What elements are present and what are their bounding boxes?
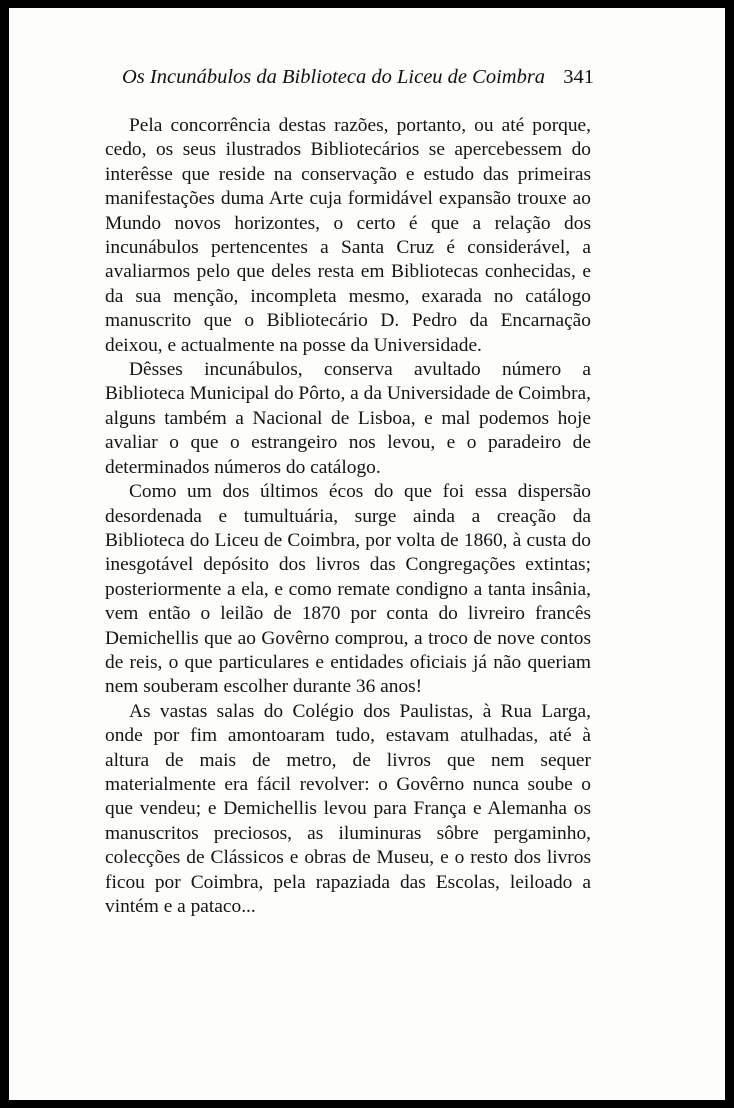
paragraph: Como um dos últimos écos do que foi essa dispersão desordenada e tumultuária, surge ainda a creação da Biblioteca do Liceu de Coimbra, por volta de 1860, à custa do inesgotável depósito dos livros das Congregações extintas; posteriormente a ela, e como remate condigno a tanta insânia, vem então o leilão de 1870 por conta do livreiro francês Demichellis que ao Govêrno comprou, a troco de nove contos de reis, o que particulares e entidades oficiais já não queriam nem souberam escolher durante 36 anos! bbox=[105, 481, 591, 698]
running-title: Os Incunábulos da Biblioteca do Liceu de Coimbra bbox=[122, 66, 546, 88]
book-page bbox=[9, 8, 725, 1100]
body-text bbox=[105, 114, 591, 919]
page-number: 341 bbox=[563, 66, 594, 88]
paragraph: Pela concorrência destas razões, portanto, ou até porque, cedo, os seus ilustrados Bibliotecários se apercebessem do interêsse que reside na conservação e estudo das primeiras manifestações duma Arte cuja formidável expansão trouxe ao Mundo novos horizontes, o certo é que a relação dos incunábulos pertencentes a Santa Cruz é considerável, a avaliarmos pelo que deles resta em Bibliotecas conhecidas, e da sua menção, incompleta mesmo, exarada no catálogo manuscrito que o Bibliotecário D. Pedro da Encarnação deixou, e actualmente na posse da Universidade. bbox=[105, 115, 591, 356]
running-header bbox=[122, 66, 596, 96]
paragraph: Dêsses incunábulos, conserva avultado número a Biblioteca Municipal do Pôrto, a da Universidade de Coimbra, alguns também a Nacional de Lisboa, e mal podemos hoje avaliar o que o estrangeiro nos levou, e o paradeiro de determinados números do catálogo. bbox=[105, 359, 591, 478]
paragraph: As vastas salas do Colégio dos Paulistas, à Rua Larga, onde por fim amontoaram tudo, estavam atulhadas, até à altura de mais de metro, de livros que nem sequer materialmente era fácil revolver: o Govêrno nunca soube o que vendeu; e Demichellis levou para França e Alemanha os manuscritos preciosos, as iluminuras sôbre pergaminho, colecções de Clássicos e obras de Museu, e o resto dos livros ficou por Coimbra, pela rapaziada das Escolas, leiloado a vintém e a pataco... bbox=[105, 700, 591, 917]
